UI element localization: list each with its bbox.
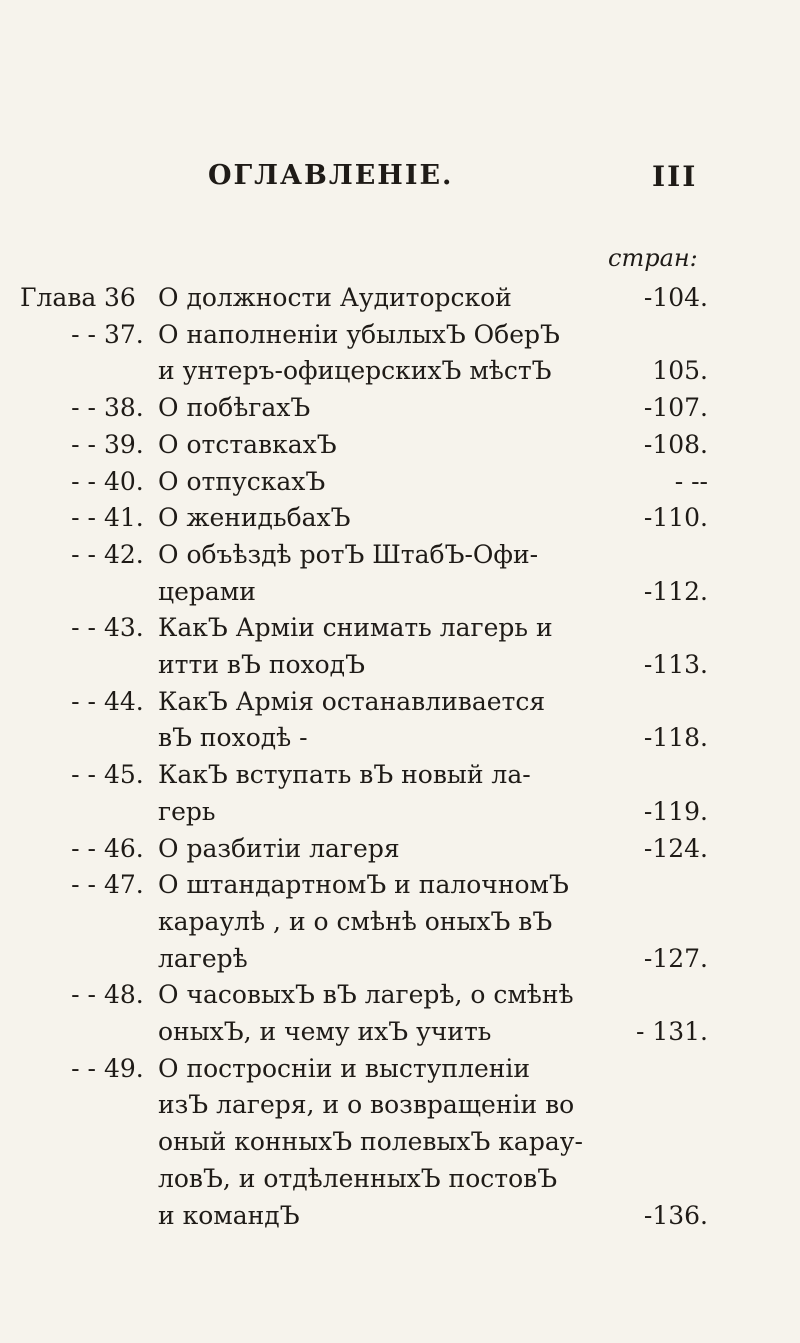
chapter-number: 36 bbox=[104, 283, 136, 312]
page-number: - 131. bbox=[635, 1017, 708, 1046]
ditto-mark: - - bbox=[71, 833, 96, 863]
chapter-title-text: О отставкахЪ bbox=[158, 429, 337, 459]
ditto-mark: - - bbox=[71, 466, 96, 496]
ditto-mark: - - bbox=[71, 319, 96, 349]
page-number: -113. bbox=[643, 650, 708, 679]
chapter-title-text: О отпускахЪ bbox=[158, 466, 326, 496]
chapter-title-text: ловЪ, и отдѣленныхЪ постовЪ bbox=[158, 1163, 558, 1193]
chapter-title-text: изЪ лагеря, и о возвращеніи во bbox=[158, 1090, 575, 1120]
ditto-mark: - - bbox=[71, 429, 96, 459]
toc-line bbox=[0, 427, 800, 463]
chapter-number: 41. bbox=[104, 503, 144, 533]
page-number: -136. bbox=[643, 1200, 708, 1230]
toc-line bbox=[0, 720, 800, 756]
ditto-mark: - - bbox=[71, 503, 96, 533]
ditto-mark: - - bbox=[71, 393, 96, 423]
chapter-title-text: О объѣздѣ ротЪ ШтабЪ-Офи- bbox=[158, 539, 539, 569]
chapter-number: 46. bbox=[104, 833, 144, 863]
toc-line bbox=[0, 610, 800, 646]
chapter-number: 43. bbox=[104, 613, 144, 643]
toc-line bbox=[0, 317, 800, 353]
page-title: ОГЛАВЛЕНІЕ. bbox=[208, 160, 454, 191]
toc-line bbox=[0, 1014, 800, 1050]
chapter-number: 40. bbox=[104, 466, 144, 496]
chapter-number: 39. bbox=[104, 429, 144, 459]
chapter-title-text: О должности Аудиторской bbox=[158, 283, 512, 312]
chapter-number: 37. bbox=[104, 319, 144, 349]
chapter-title-text: герь bbox=[158, 796, 216, 826]
chapter-title-text: О штандартномЪ и палочномЪ bbox=[158, 870, 569, 900]
ditto-mark: - - bbox=[71, 539, 96, 569]
ditto-mark: - - bbox=[71, 686, 96, 716]
page-number: -104. bbox=[643, 283, 708, 312]
chapter-number: 38. bbox=[104, 393, 144, 423]
toc-line bbox=[0, 977, 800, 1013]
chapter-title-text: О разбитіи лагеря bbox=[158, 833, 400, 863]
toc-line bbox=[0, 831, 800, 867]
chapter-number: 42. bbox=[104, 539, 144, 569]
chapter-title-text: КакЪ Арміи снимать лагерь и bbox=[158, 613, 553, 643]
toc-line bbox=[0, 390, 800, 426]
toc-line bbox=[0, 1087, 800, 1123]
chapter-title-text: О постросніи и выступленіи bbox=[158, 1053, 531, 1083]
page-number: -108. bbox=[643, 429, 708, 459]
page-number: -124. bbox=[643, 833, 708, 863]
chapter-word: Глава bbox=[20, 283, 97, 312]
ditto-mark: - - bbox=[71, 760, 96, 790]
page-number: 105. bbox=[652, 356, 708, 386]
page-column-label: стран: bbox=[608, 244, 698, 272]
toc-line bbox=[0, 1161, 800, 1197]
chapter-title-text: оный конныхЪ полевыхЪ карау- bbox=[158, 1127, 583, 1157]
toc-line bbox=[0, 757, 800, 793]
toc-line bbox=[0, 1198, 800, 1234]
chapter-title-text: КакЪ Армія останавливается bbox=[158, 686, 546, 716]
chapter-number: 47. bbox=[104, 870, 144, 900]
toc-line bbox=[0, 500, 800, 536]
chapter-title-text: и унтеръ-офицерскихЪ мѣстЪ bbox=[158, 356, 552, 386]
toc-line bbox=[0, 684, 800, 720]
page-header bbox=[0, 160, 800, 200]
chapter-title-text: КакЪ вступать вЪ новый ла- bbox=[158, 760, 531, 790]
toc-line bbox=[0, 1051, 800, 1087]
chapter-title-text: и командЪ bbox=[158, 1200, 300, 1230]
ditto-mark: - - bbox=[71, 870, 96, 900]
toc-line bbox=[0, 1124, 800, 1160]
toc-line bbox=[0, 353, 800, 389]
chapter-title-text: О наполненіи убылыхЪ ОберЪ bbox=[158, 319, 560, 349]
toc-line bbox=[0, 941, 800, 977]
chapter-title-text: О часовыхЪ вЪ лагерѣ, о смѣнѣ bbox=[158, 980, 574, 1010]
ditto-mark: - - bbox=[71, 1053, 96, 1083]
chapter-title-text: караулѣ , и о смѣнѣ оныхЪ вЪ bbox=[158, 906, 553, 936]
toc-line bbox=[0, 904, 800, 940]
page-number: -118. bbox=[643, 723, 708, 753]
page-number: - -- bbox=[674, 466, 708, 496]
toc-line bbox=[0, 574, 800, 610]
page-number: -107. bbox=[643, 393, 708, 423]
chapter-title-text: вЪ походѣ - bbox=[158, 723, 308, 753]
chapter-title-text: оныхЪ, и чему ихЪ учить bbox=[158, 1017, 492, 1046]
chapter-number: 45. bbox=[104, 760, 144, 790]
chapter-title-text: О побѣгахЪ bbox=[158, 393, 311, 423]
toc-line bbox=[0, 280, 800, 316]
toc-line bbox=[0, 794, 800, 830]
chapter-title-text: лагерѣ bbox=[158, 943, 248, 973]
chapter-number: 49. bbox=[104, 1053, 144, 1083]
toc-line bbox=[0, 647, 800, 683]
page-number: -110. bbox=[643, 503, 708, 533]
ditto-mark: - - bbox=[71, 980, 96, 1010]
chapter-number: 44. bbox=[104, 686, 144, 716]
folio-number: III bbox=[652, 160, 698, 193]
ditto-mark: - - bbox=[71, 613, 96, 643]
page-number: -112. bbox=[643, 576, 708, 606]
toc-line bbox=[0, 464, 800, 500]
toc-line bbox=[0, 867, 800, 903]
chapter-title-text: О женидьбахЪ bbox=[158, 503, 351, 533]
page-number: -127. bbox=[643, 943, 708, 973]
chapter-number: 48. bbox=[104, 980, 144, 1010]
chapter-title-text: церами bbox=[158, 576, 256, 606]
page-number: -119. bbox=[643, 796, 708, 826]
toc-line bbox=[0, 537, 800, 573]
chapter-title-text: итти вЪ походЪ bbox=[158, 650, 365, 679]
